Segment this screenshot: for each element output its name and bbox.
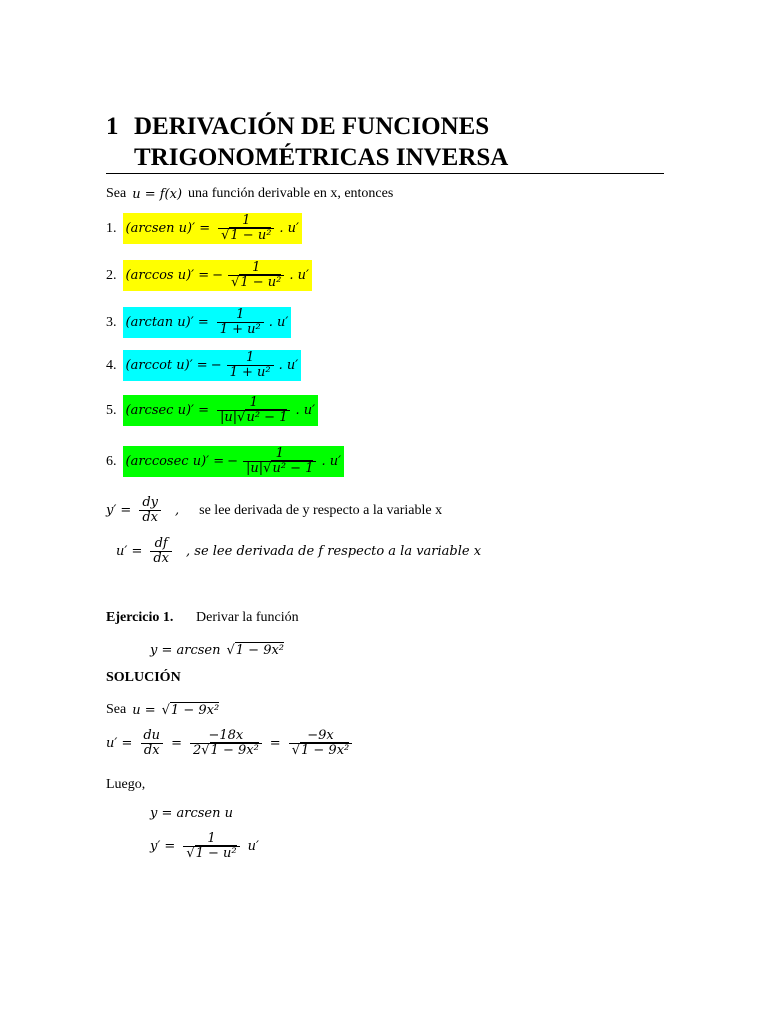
formula-lhs: (arcsec u)′ = [125,403,210,418]
notation-u-num: df [154,536,168,551]
solution-deriv-frac3-den-sqrt: 1 − 9x² [301,743,350,758]
notation-y-num: dy [142,495,158,510]
intro-prefix: Sea [106,186,127,201]
sqrt-symbol: √ [221,228,230,243]
section-number: 1 [106,113,119,140]
formula-fraction [227,351,274,380]
formula-lhs: (arccot u)′ = [125,358,208,373]
solution-deriv-lhs: u′ = [106,736,133,751]
formula-row [106,395,318,426]
formula-denominator [218,228,274,243]
formula-numerator: 1 [245,350,255,365]
notation-u-fraction [150,537,172,566]
solution-deriv-frac3: $\frac{-9x}{\text{√1 − 9x²}}$ [289,729,353,758]
formula-number: 5. [106,402,117,418]
notation-y-den: dx [139,510,161,525]
solution-deriv-frac2: $\frac{-18x}{\text{2√1 − 9x²}}$ [190,729,262,758]
formula-denominator [228,275,284,290]
formula-row [106,446,344,477]
formula-number: 1. [106,220,117,236]
formula-number: 4. [106,357,117,373]
formula-tail: . u′ [289,268,309,283]
exercise-task: Derivar la función [196,610,299,625]
solution-luego: Luego, [106,777,146,792]
section-title-line2: TRIGONOMÉTRICAS INVERSA [134,144,509,171]
formula-numerator: 1 [242,213,251,228]
solution-y-line: y = arcsen u [150,806,233,821]
section-title-line1: DERIVACIÓN DE FUNCIONES [134,113,490,140]
formula-sign: − [227,454,239,469]
formula-fraction [218,214,274,243]
solution-derivative-line [106,729,354,758]
notation-y-text: se lee derivada de y respecto a la variable x [199,502,443,518]
sqrt-symbol: √ [263,461,272,476]
formula-denominator [227,365,274,380]
solution-deriv-frac2-den-pre: 2 [192,743,202,758]
intro-suffix: una función derivable en x, entonces [188,186,394,201]
notation-y [106,496,442,525]
exercise-function-lhs: y = arcsen [150,643,221,658]
intro-line [106,186,393,202]
solution-final-tail: u′ [247,839,259,854]
formula-denominator [217,410,290,425]
exercise-function-sqrt: 1 − 9x² [235,643,285,658]
sqrt-symbol: √ [237,410,246,425]
formula-den-pre: 1 + u² [219,322,261,337]
solution-deriv-frac1-den: dx [141,743,163,758]
formula-den-pre: |u| [220,410,238,425]
solution-final-den-sqrt: 1 − u² [195,846,237,861]
formula-highlight [123,446,345,477]
formula-lhs: (arctan u)′ = [125,315,209,330]
formula-fraction [243,447,316,476]
formula-den-sqrt: 1 − u² [230,228,272,243]
formula-numerator: 1 [236,307,245,322]
formula-lhs: (arcsen u)′ = [125,221,211,236]
notation-u-den: dx [150,551,172,566]
solution-final-line [150,832,259,861]
title-rule [106,173,664,174]
solution-deriv-frac1 [140,729,163,758]
formula-den-sqrt: u² − 1 [272,461,314,476]
formula-denominator [217,322,264,337]
formula-highlight [123,307,292,338]
formula-numerator: 1 [275,446,284,461]
formula-denominator [243,461,316,476]
solution-deriv-eq1: = [171,736,182,751]
solution-sea-sqrt: 1 − 9x² [170,702,220,718]
notation-y-fraction [139,496,161,525]
solution-sea-prefix: Sea [106,702,127,717]
solution-final-frac: $\frac{1}{\text{√1 − u²}}$ [183,832,239,861]
formula-den-pre: |u| [246,461,264,476]
solution-sea-line: Sea u = √1 − 9x² [106,702,220,718]
formula-highlight [123,213,303,244]
formula-lhs: (arccosec u)′ = [125,454,225,469]
solution-deriv-frac3-num: −9x [307,728,334,743]
formula-row [106,307,291,338]
exercise-label: Ejercicio 1. [106,610,174,625]
solution-deriv-frac1-num: du [143,728,161,743]
notation-u [116,537,481,566]
intro-math: u = f(x) [132,186,183,202]
formula-den-pre: 1 + u² [229,365,271,380]
solution-final-num: 1 [207,831,216,846]
formula-highlight [123,260,312,291]
formula-tail: . u′ [321,454,342,469]
formula-numerator: 1 [249,395,258,410]
solution-deriv-eq2: = [269,736,281,751]
solution-heading: SOLUCIÓN [106,670,181,685]
formula-fraction [228,261,284,290]
notation-y-lhs: y′ = [106,503,132,518]
formula-tail: . u′ [295,403,316,418]
solution-deriv-frac2-den-sqrt: 1 − 9x² [210,743,259,758]
formula-tail: . u′ [279,221,300,236]
solution-deriv-frac2-num: −18x [208,728,244,743]
formula-fraction [217,308,264,337]
formula-number: 6. [106,453,117,469]
formula-highlight [123,350,302,381]
formula-row [106,213,302,244]
exercise-function: y = arcsen √1 − 9x² [150,643,285,658]
formula-row [106,350,301,381]
formula-tail: . u′ [278,358,299,373]
notation-u-text: , se lee derivada de f respecto a la variable x [186,544,482,559]
formula-lhs: (arccos u)′ = [125,268,210,283]
formula-number: 3. [106,314,117,330]
formula-sign: − [210,358,222,373]
formula-fraction [217,396,290,425]
formula-den-sqrt: 1 − u² [240,275,282,290]
formula-sign: − [212,268,224,283]
notation-y-comma: , [175,503,180,518]
sqrt-symbol: √ [231,275,240,290]
notation-u-lhs: u′ = [116,544,143,559]
formula-highlight [123,395,319,426]
formula-number: 2. [106,267,117,283]
formula-row [106,260,312,291]
formula-den-sqrt: u² − 1 [246,410,288,425]
solution-final-lhs: y′ = [150,839,176,854]
solution-sea-lhs: u = [132,702,156,718]
formula-numerator: 1 [252,260,261,275]
formula-tail: . u′ [268,315,289,330]
